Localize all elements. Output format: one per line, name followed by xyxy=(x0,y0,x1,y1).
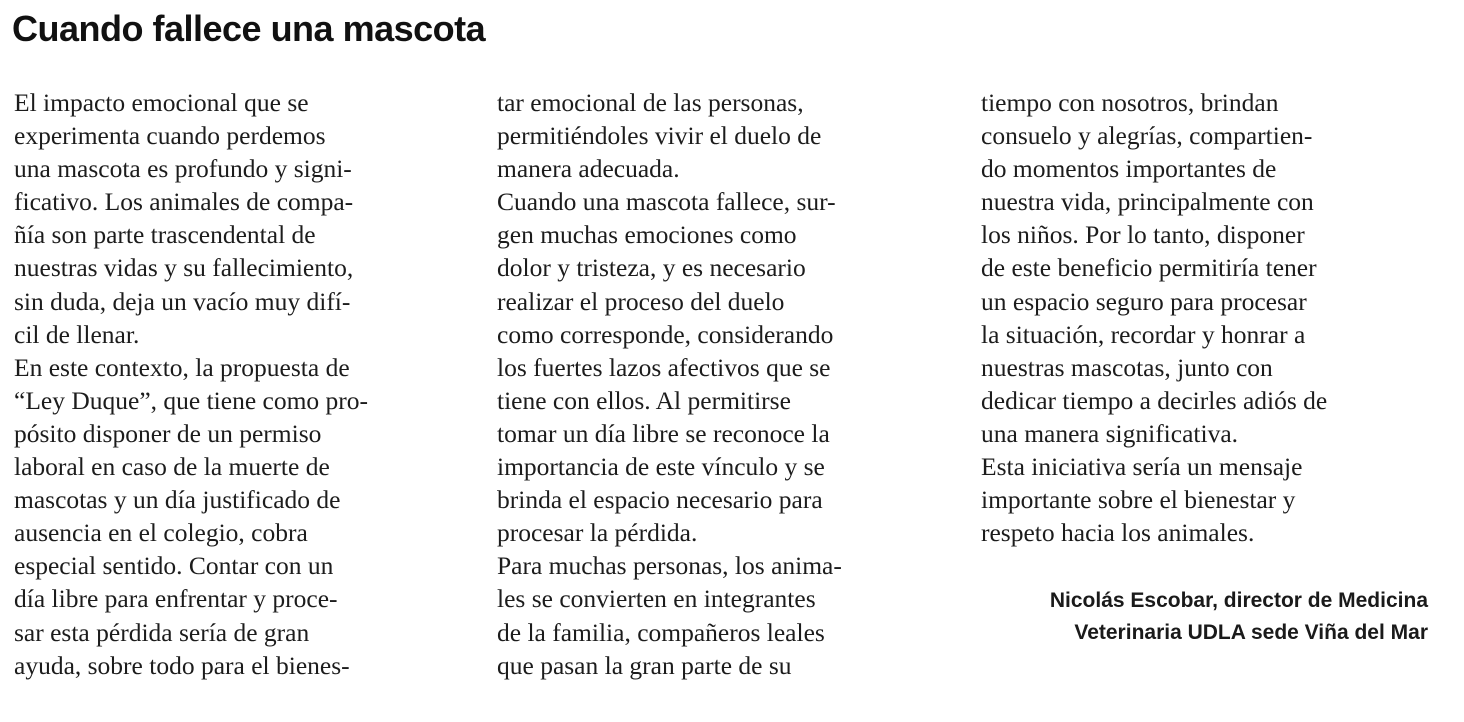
text-line: manera adecuada. xyxy=(497,154,680,184)
author-signature xyxy=(1050,585,1428,649)
article-headline: Cuando fallece una mascota xyxy=(12,8,486,49)
text-line: consuelo y alegrías, compartien- xyxy=(981,121,1313,151)
text-line: nuestra vida, principalmente con xyxy=(981,187,1314,217)
article-column-1 xyxy=(14,86,474,682)
text-line: ficativo. Los animales de compa- xyxy=(14,187,354,217)
text-line: tar emocional de las personas, xyxy=(497,88,804,117)
text-line: Cuando una mascota fallece, sur- xyxy=(497,187,836,217)
text-line: “Ley Duque”, que tiene como pro- xyxy=(14,385,369,415)
text-line: permitiéndoles vivir el duelo de xyxy=(497,121,822,151)
text-line: sin duda, deja un vacío muy difí- xyxy=(14,286,351,316)
text-line: ausencia en el colegio, cobra xyxy=(14,518,308,548)
text-line: ñía son parte trascendental de xyxy=(14,220,316,250)
text-line: experimenta cuando perdemos xyxy=(14,121,326,151)
text-line: mascotas y un día justificado de xyxy=(14,485,341,515)
article-column-2 xyxy=(497,86,957,682)
signature-line: Nicolás Escobar, director de Medicina xyxy=(1049,589,1428,612)
text-line: nuestras mascotas, junto con xyxy=(981,352,1273,382)
article-column-3 xyxy=(981,86,1441,549)
text-line: Esta iniciativa sería un mensaje xyxy=(981,452,1303,482)
text-line: Para muchas personas, los anima- xyxy=(497,551,842,581)
text-line: una mascota es profundo y signi- xyxy=(14,154,352,184)
text-line: importancia de este vínculo y se xyxy=(497,452,825,482)
text-line: tiempo con nosotros, brindan xyxy=(981,88,1279,117)
text-line: los niños. Por lo tanto, disponer xyxy=(981,220,1305,250)
text-line: día libre para enfrentar y proce- xyxy=(14,584,338,614)
text-line: gen muchas emociones como xyxy=(497,220,797,250)
text-line: la situación, recordar y honrar a xyxy=(981,319,1306,349)
text-line: cil de llenar. xyxy=(14,319,140,349)
text-line: especial sentido. Contar con un xyxy=(14,551,334,581)
text-line: de este beneficio permitiría tener xyxy=(981,253,1317,283)
text-line: dolor y tristeza, y es necesario xyxy=(497,253,806,283)
text-line: procesar la pérdida. xyxy=(497,518,698,548)
text-line: nuestras vidas y su fallecimiento, xyxy=(14,253,354,283)
text-line: En este contexto, la propuesta de xyxy=(14,352,350,382)
text-line: que pasan la gran parte de su xyxy=(497,650,792,680)
text-line: tiene con ellos. Al permitirse xyxy=(497,385,791,415)
signature-line: Veterinaria UDLA sede Viña del Mar xyxy=(1074,621,1428,644)
text-line: El impacto emocional que se xyxy=(14,88,309,117)
text-line: les se convierten en integrantes xyxy=(497,584,816,614)
text-line: un espacio seguro para procesar xyxy=(981,286,1307,316)
text-line: ayuda, sobre todo para el bienes- xyxy=(14,650,350,680)
text-line: brinda el espacio necesario para xyxy=(497,485,823,515)
text-line: de la familia, compañeros leales xyxy=(497,617,825,647)
text-line: pósito disponer de un permiso xyxy=(14,418,322,448)
text-line: realizar el proceso del duelo xyxy=(497,286,785,316)
text-line: los fuertes lazos afectivos que se xyxy=(497,352,831,382)
text-line: do momentos importantes de xyxy=(981,154,1277,184)
text-line: sar esta pérdida sería de gran xyxy=(14,617,310,647)
text-line: una manera significativa. xyxy=(981,418,1239,448)
text-line: laboral en caso de la muerte de xyxy=(14,452,330,482)
text-line: tomar un día libre se reconoce la xyxy=(497,418,830,448)
text-line: dedicar tiempo a decirles adiós de xyxy=(981,385,1328,415)
text-line: como corresponde, considerando xyxy=(497,319,834,349)
text-line: respeto hacia los animales. xyxy=(981,518,1255,548)
text-line: importante sobre el bienestar y xyxy=(981,485,1296,515)
